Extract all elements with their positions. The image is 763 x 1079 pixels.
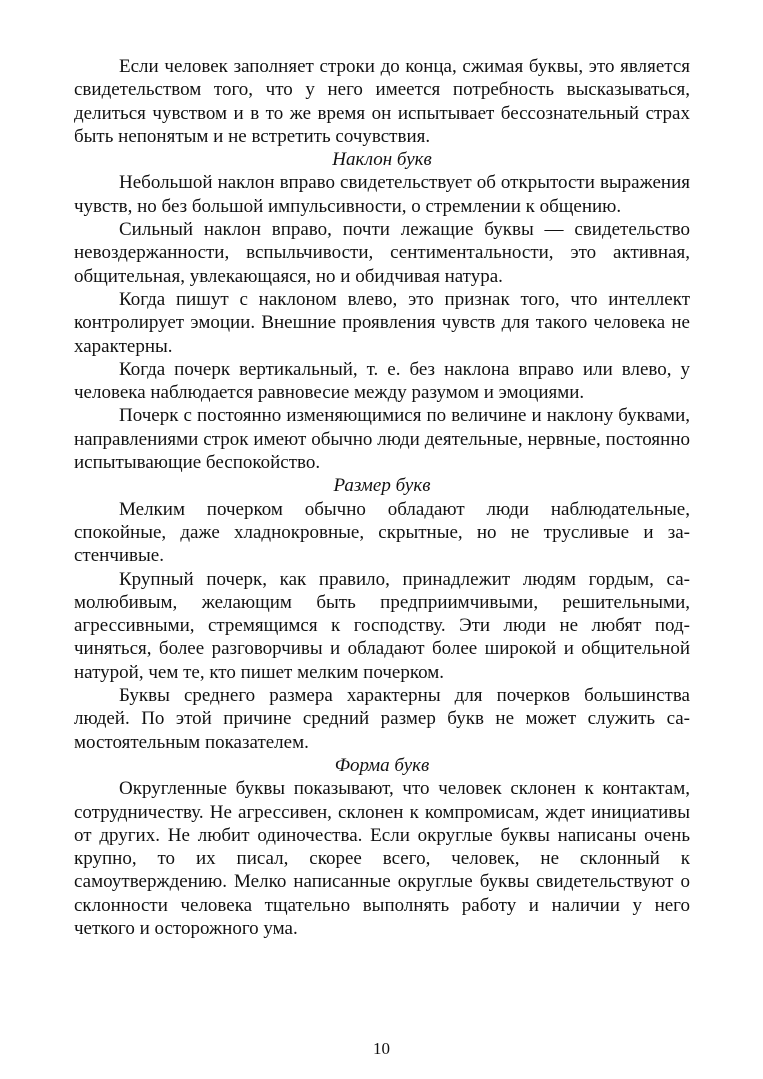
- paragraph-slight-right-slant: Небольшой наклон вправо свидетельствует об открытости выражения чувств, но без большой импульсивности, о стремлении к общению.: [74, 172, 690, 217]
- paragraph-small-handwriting: Мелким почерком обычно обладают люди наблюдательные, спокойные, даже хладнокровные, скрытные, но не трусливые и застенчивые.: [74, 498, 690, 567]
- heading-letter-shape: Форма букв: [334, 754, 430, 776]
- page-body: [74, 55, 690, 940]
- paragraph-intro: Если человек заполняет строки до конца, сжимая буквы, это является свидетельством того, что у него имеется потребность высказываться, делиться чувством и в то же время он испытывает бессознательный страх быть непонятым и не встретить сочувствия.: [74, 56, 690, 147]
- paragraph-left-slant: Когда пишут с наклоном влево, это признак того, что интеллект контролирует эмоции. Внешние проявления чувств для такого человека не характерны.: [74, 288, 690, 357]
- paragraph-large-handwriting: Крупный почерк, как правило, принадлежит людям гордым, самолюбивым, желающим быть предприимчивыми, решительными, агрессивными, стремящимся к господству. Эти люди не любят подчиняться, более разговорчивы и обладают более широкой и общительной натурой, чем те, кто пишет мелким почерком.: [74, 568, 690, 683]
- page-number: 10: [373, 1039, 390, 1058]
- paragraph-changing-slant: Почерк с постоянно изменяющимися по величине и наклону буквами, направлениями строк имеют обычно люди деятельные, нервные, постоянно испытывающие беспокойство.: [74, 405, 690, 474]
- heading-letter-size: Размер букв: [333, 475, 431, 497]
- paragraph-strong-right-slant: Сильный наклон вправо, почти лежащие буквы — свидетельство невоздержанности, вспыльчивости, сентиментальности, это активная, общительная, увлекающаяся, но и обидчивая натура.: [74, 219, 690, 287]
- paragraph-rounded-letters: Округленные буквы показывают, что человек склонен к контактам, сотрудничеству. Не агрессивен, склонен к компромисам, ждет инициативы от других. Не любит одиночества. Если округлые буквы написаны очень крупно, то их писал, скорее всего, человек, не склонный к самоутверждению. Мелко написанные округлые буквы свидетельствуют о склонности человека тщательно выполнять работу и наличии у него четкого и осторожного ума.: [74, 778, 690, 939]
- paragraph-vertical-slant: Когда почерк вертикальный, т. е. без наклона вправо или влево, у человека наблюдается равновесие между разумом и эмоциями.: [74, 358, 690, 404]
- heading-letter-slant: Наклон букв: [332, 149, 432, 171]
- paragraph-medium-size: Буквы среднего размера характерны для почерков большинства людей. По этой причине средний размер букв не может служить самостоятельным показателем.: [74, 685, 690, 753]
